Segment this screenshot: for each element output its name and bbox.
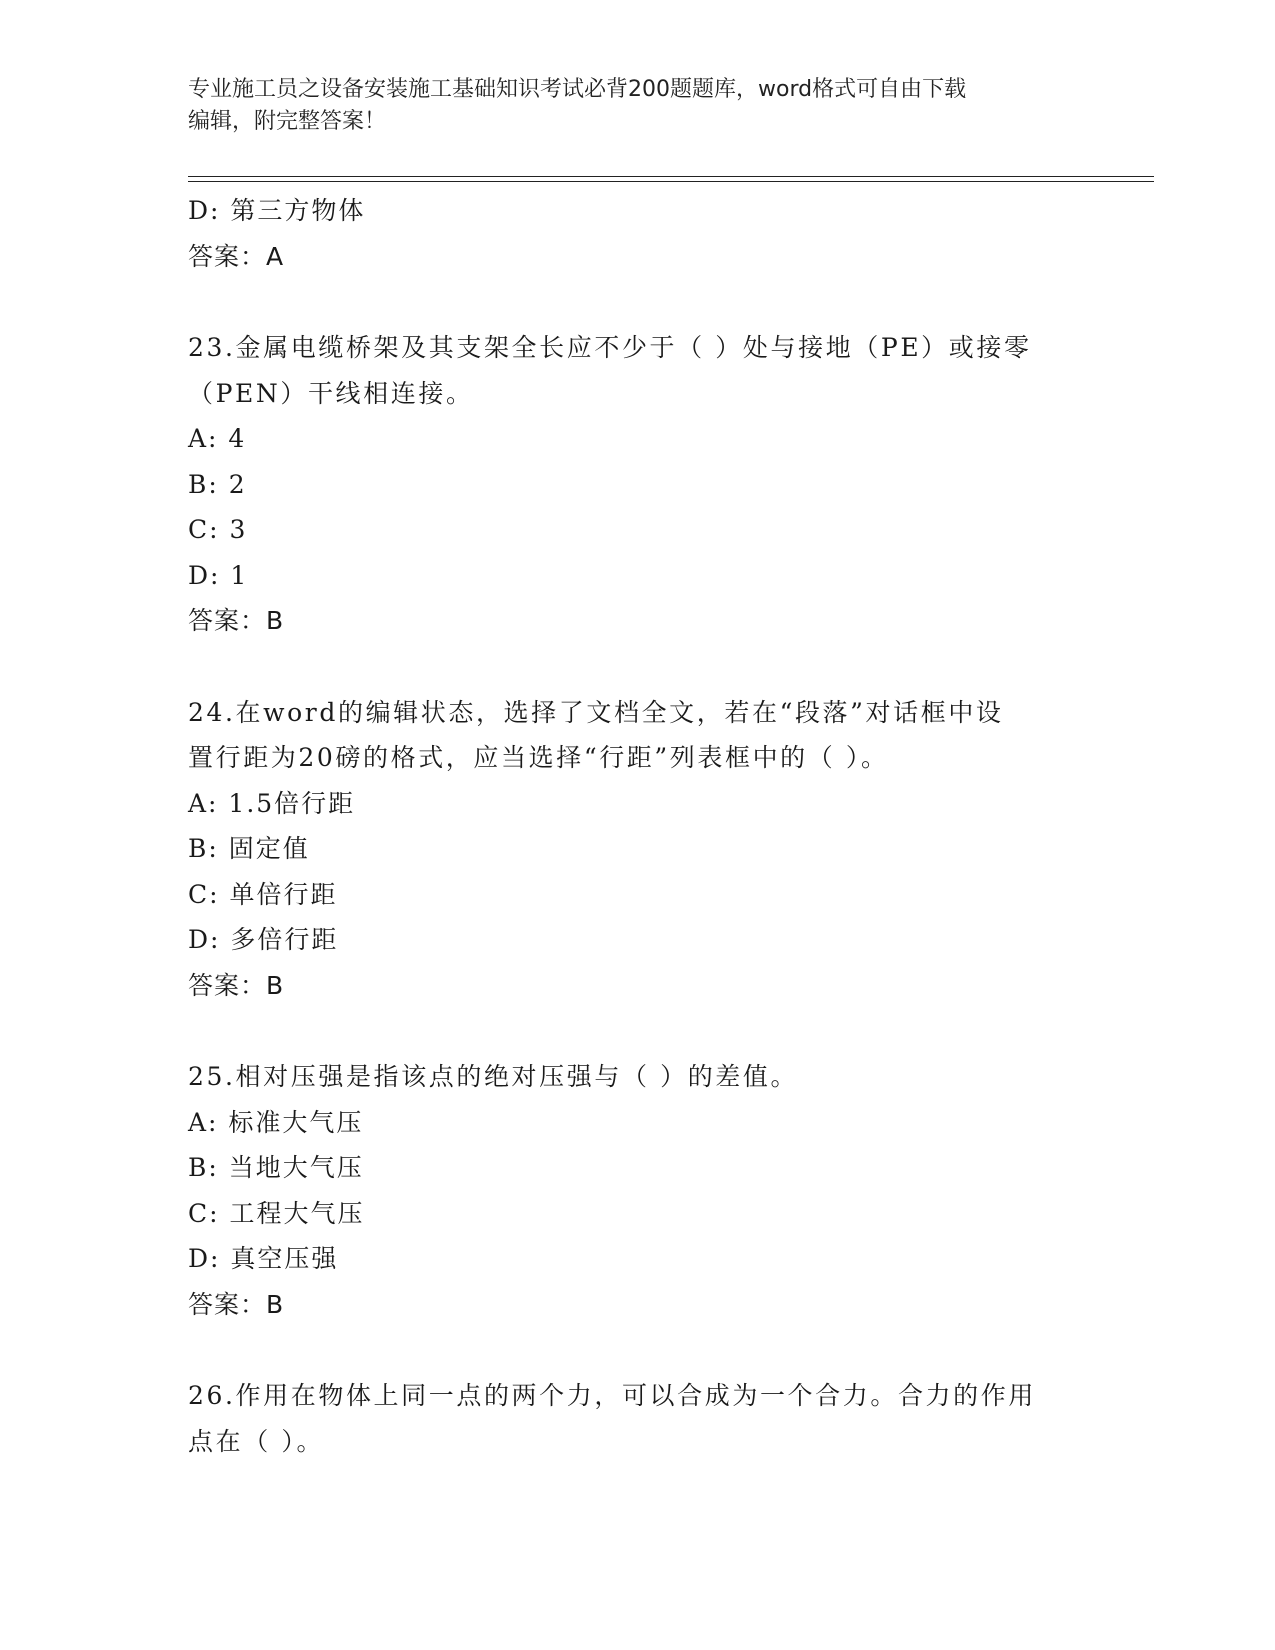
question-23 bbox=[188, 325, 1088, 644]
question-22-tail bbox=[188, 188, 1088, 279]
option-d: D: 1 bbox=[188, 560, 249, 590]
document-header bbox=[188, 74, 1088, 138]
question-text-line-1: 26.作用在物体上同一点的两个力，可以合成为一个合力。合力的作用 bbox=[188, 1381, 1036, 1410]
header-title-line-1: 专业施工员之设备安装施工基础知识考试必背200题题库，word格式可自由下载 bbox=[188, 77, 967, 102]
option-d: D: 多倍行距 bbox=[188, 925, 339, 954]
option-d: D: 真空压强 bbox=[188, 1244, 339, 1273]
question-text-line-1: 25.相对压强是指该点的绝对压强与（ ）的差值。 bbox=[188, 1062, 799, 1091]
option-b: B: 2 bbox=[188, 469, 247, 499]
spacer bbox=[188, 279, 1088, 325]
option-c: C: 3 bbox=[188, 515, 248, 544]
option-b: B: 当地大气压 bbox=[188, 1153, 364, 1182]
option-a: A: 4 bbox=[188, 424, 247, 453]
answer-line: 答案：A bbox=[188, 241, 285, 271]
spacer bbox=[188, 1008, 1088, 1054]
question-text-line-1: 23.金属电缆桥架及其支架全长应不少于（ ）处与接地（PE）或接零 bbox=[188, 333, 1032, 362]
question-26 bbox=[188, 1373, 1088, 1464]
spacer bbox=[188, 1327, 1088, 1373]
option-b: B: 固定值 bbox=[188, 834, 310, 863]
answer-line: 答案：B bbox=[188, 1289, 285, 1319]
question-24 bbox=[188, 690, 1088, 1009]
document-body bbox=[188, 188, 1088, 1464]
answer-line: 答案：B bbox=[188, 606, 285, 635]
header-divider bbox=[188, 176, 1154, 182]
question-25 bbox=[188, 1054, 1088, 1327]
option-c: C: 单倍行距 bbox=[188, 879, 338, 909]
header-title-line-2: 编辑，附完整答案！ bbox=[188, 109, 387, 134]
question-text-line-2: 点在（ ）。 bbox=[188, 1426, 325, 1456]
option-a: A: 1.5倍行距 bbox=[188, 788, 356, 818]
question-text-line-1: 24.在word的编辑状态，选择了文档全文，若在“段落”对话框中设 bbox=[188, 697, 1004, 727]
option-a: A: 标准大气压 bbox=[188, 1107, 364, 1137]
question-text-line-2: （PEN）干线相连接。 bbox=[188, 378, 474, 408]
option-d: D: 第三方物体 bbox=[188, 196, 366, 225]
option-c: C: 工程大气压 bbox=[188, 1198, 365, 1228]
question-text-line-2: 置行距为20磅的格式，应当选择“行距”列表框中的（ ）。 bbox=[188, 743, 889, 772]
answer-line: 答案：B bbox=[188, 970, 285, 1000]
spacer bbox=[188, 644, 1088, 690]
